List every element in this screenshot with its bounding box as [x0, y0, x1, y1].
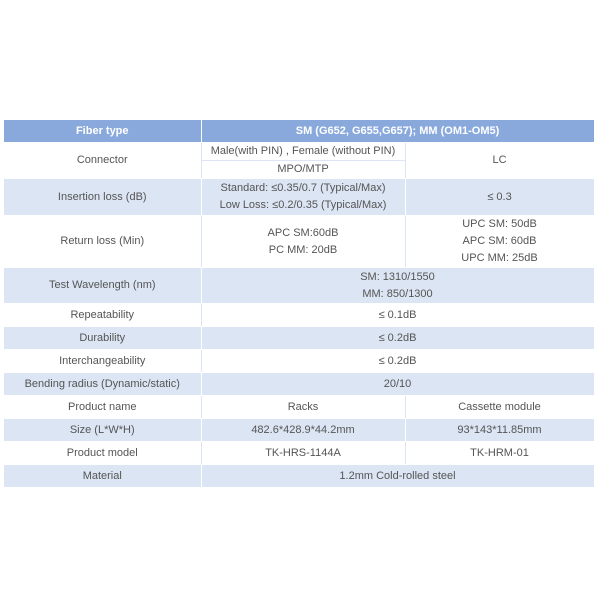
- table-row: [4, 179, 594, 216]
- durability-label: Durability: [4, 327, 201, 350]
- connector-value-lc: LC: [405, 143, 594, 179]
- table-row: [4, 327, 594, 350]
- return-loss-lc: [405, 216, 594, 268]
- product-model-racks: TK-HRS-1144A: [201, 442, 405, 465]
- product-name-racks: Racks: [201, 396, 405, 419]
- return-loss-pc: PC MM: 20dB: [268, 243, 338, 256]
- product-model-cassette: TK-HRM-01: [405, 442, 594, 465]
- table-row: [4, 350, 594, 373]
- durability-value: ≤ 0.2dB: [201, 327, 594, 350]
- bending-radius-label: Bending radius (Dynamic/static): [4, 373, 201, 396]
- insertion-loss-label: Insertion loss (dB): [4, 179, 201, 216]
- insertion-loss-lc: ≤ 0.3: [405, 179, 594, 216]
- table-row: [4, 442, 594, 465]
- table-row: [4, 143, 594, 161]
- interchangeability-label: Interchangeability: [4, 350, 201, 373]
- return-loss-upc-sm: UPC SM: 50dB: [462, 218, 537, 230]
- test-wavelength-mm: MM: 850/1300: [362, 287, 433, 300]
- fiber-type-header: Fiber type: [4, 120, 201, 143]
- product-model-label: Product model: [4, 442, 201, 465]
- interchangeability-value: ≤ 0.2dB: [201, 350, 594, 373]
- return-loss-label: Return loss (Min): [4, 216, 201, 268]
- test-wavelength-value: [201, 268, 594, 304]
- table-row: [4, 396, 594, 419]
- test-wavelength-label: Test Wavelength (nm): [4, 268, 201, 304]
- return-loss-upc-mm: UPC MM: 25dB: [461, 252, 538, 264]
- insertion-loss-value: [201, 179, 405, 216]
- table-row: [4, 304, 594, 327]
- connector-value-2: MPO/MTP: [201, 161, 405, 179]
- spec-table: [4, 120, 595, 488]
- connector-value-1: Male(with PIN) , Female (without PIN): [201, 143, 405, 161]
- material-value: 1.2mm Cold-rolled steel: [201, 465, 594, 488]
- connector-label: Connector: [4, 143, 201, 179]
- table-row: [4, 419, 594, 442]
- size-cassette: 93*143*11.85mm: [405, 419, 594, 442]
- return-loss-apc: APC SM:60dB: [267, 226, 339, 239]
- test-wavelength-sm: SM: 1310/1550: [360, 270, 435, 283]
- table-row: [4, 373, 594, 396]
- material-label: Material: [4, 465, 201, 488]
- header-row: [4, 120, 594, 143]
- insertion-loss-low: Low Loss: ≤0.2/0.35 (Typical/Max): [219, 199, 387, 211]
- product-name-cassette: Cassette module: [405, 396, 594, 419]
- repeatability-value: ≤ 0.1dB: [201, 304, 594, 327]
- table-row: [4, 268, 594, 304]
- size-label: Size (L*W*H): [4, 419, 201, 442]
- bending-radius-value: 20/10: [201, 373, 594, 396]
- table-row: [4, 216, 594, 268]
- insertion-loss-standard: Standard: ≤0.35/0.7 (Typical/Max): [220, 182, 386, 194]
- product-name-label: Product name: [4, 396, 201, 419]
- repeatability-label: Repeatability: [4, 304, 201, 327]
- return-loss-apc-sm: APC SM: 60dB: [462, 235, 537, 247]
- size-racks: 482.6*428.9*44.2mm: [201, 419, 405, 442]
- return-loss-value: [201, 216, 405, 268]
- fiber-type-value: SM (G652, G655,G657); MM (OM1-OM5): [201, 120, 594, 143]
- table-row: [4, 465, 594, 488]
